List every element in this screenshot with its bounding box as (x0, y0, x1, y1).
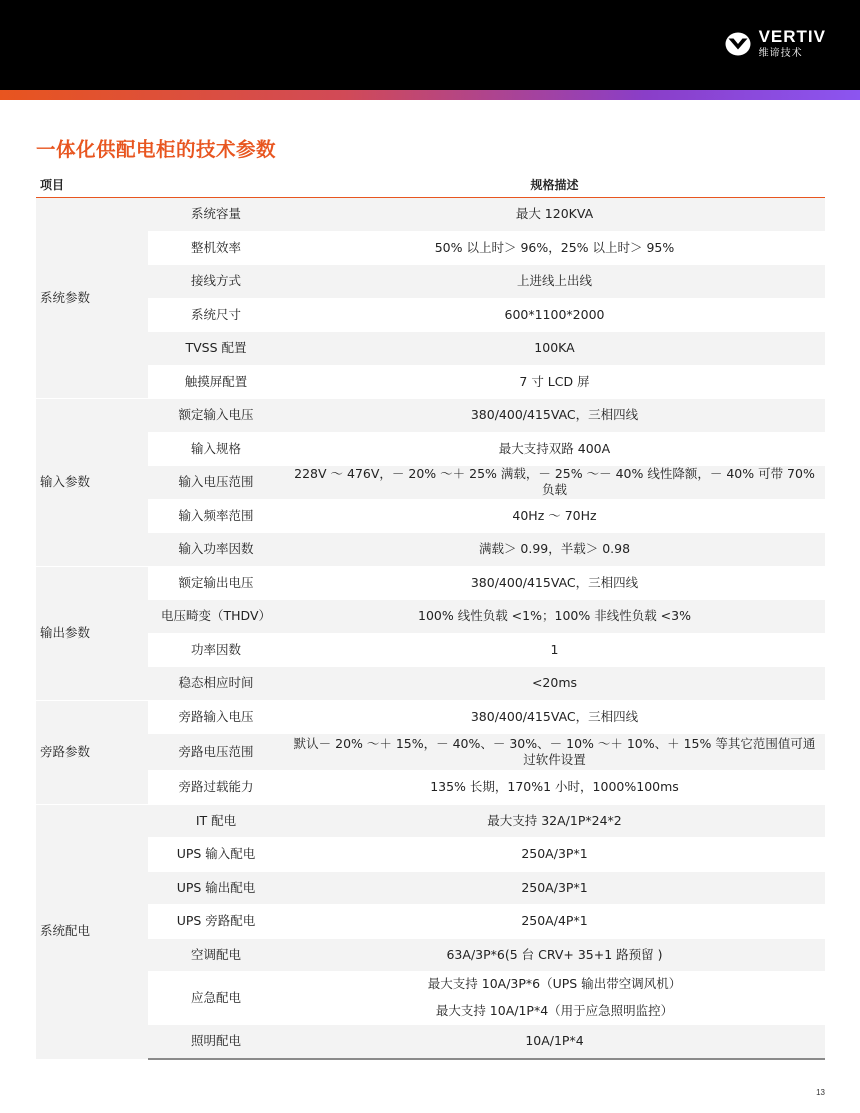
table-row (36, 232, 825, 266)
item-label: 额定输出电压 (148, 567, 284, 601)
item-label: 接线方式 (148, 265, 284, 299)
item-label: 系统尺寸 (148, 299, 284, 333)
spec-value: 135% 长期，170%1 小时，1000%100ms (284, 771, 825, 805)
header-spec: 规格描述 (284, 172, 825, 198)
header-spacer (148, 172, 284, 198)
group-label: 系统配电 (36, 805, 148, 1060)
item-label: 额定输入电压 (148, 399, 284, 433)
spec-value: 250A/4P*1 (284, 905, 825, 939)
group-label: 旁路参数 (36, 701, 148, 805)
spec-value: 最大支持 10A/3P*6（UPS 输出带空调风机） (284, 972, 825, 999)
table-row (36, 567, 825, 601)
item-label: 输入规格 (148, 433, 284, 467)
item-label: 整机效率 (148, 232, 284, 266)
spec-value: 600*1100*2000 (284, 299, 825, 333)
group-label: 输出参数 (36, 567, 148, 701)
header-bar (0, 0, 860, 90)
spec-value: 最大支持 10A/1P*4（用于应急照明监控） (284, 999, 825, 1025)
spec-value: 380/400/415VAC，三相四线 (284, 567, 825, 601)
item-label: 旁路过载能力 (148, 771, 284, 805)
spec-value: 380/400/415VAC，三相四线 (284, 701, 825, 735)
table-row (36, 634, 825, 668)
table-row (36, 838, 825, 872)
item-label: UPS 输入配电 (148, 838, 284, 872)
table-row (36, 872, 825, 906)
item-label: 输入频率范围 (148, 500, 284, 534)
spec-value: 100KA (284, 332, 825, 366)
spec-value: <20ms (284, 667, 825, 701)
spec-value: 7 寸 LCD 屏 (284, 366, 825, 400)
spec-value: 380/400/415VAC，三相四线 (284, 399, 825, 433)
table-row (36, 500, 825, 534)
page-number: 13 (816, 1088, 825, 1097)
item-label: IT 配电 (148, 805, 284, 839)
spec-value: 最大 120KVA (284, 198, 825, 232)
spec-value: 100% 线性负载 <1%；100% 非线性负载 <3% (284, 600, 825, 634)
table-row (36, 905, 825, 939)
vertiv-logo-icon (725, 32, 751, 56)
item-label: 输入功率因数 (148, 533, 284, 567)
item-label: 旁路电压范围 (148, 734, 284, 771)
spec-table (36, 172, 825, 1060)
item-label: 功率因数 (148, 634, 284, 668)
brand-name-en: VERTIV (758, 27, 826, 46)
spec-value: 最大支持 32A/1P*24*2 (284, 805, 825, 839)
table-row (36, 198, 825, 232)
table-row (36, 734, 825, 771)
table-row (36, 701, 825, 735)
spec-table-body (36, 198, 825, 1060)
table-row (36, 972, 825, 999)
spec-value: 最大支持双路 400A (284, 433, 825, 467)
table-row (36, 299, 825, 333)
item-label: UPS 输出配电 (148, 872, 284, 906)
item-label: 应急配电 (148, 972, 284, 1025)
spec-value: 63A/3P*6(5 台 CRV+ 35+1 路预留 ) (284, 939, 825, 973)
table-row (36, 805, 825, 839)
spec-value: 默认－ 20% ～＋ 15%，－ 40%、－ 30%、－ 10% ～＋ 10%、＋ 15% 等其它范围值可通过软件设置 (284, 734, 825, 771)
table-row (36, 939, 825, 973)
header-item: 项目 (36, 172, 148, 198)
table-row (36, 600, 825, 634)
table-row (36, 366, 825, 400)
table-row (36, 399, 825, 433)
brand-name-cn: 维谛技术 (758, 48, 803, 59)
table-row (36, 433, 825, 467)
spec-value: 250A/3P*1 (284, 872, 825, 906)
spec-value: 228V ～ 476V，－ 20% ～＋ 25% 满载，－ 25% ～－ 40% 线性降额，－ 40% 可带 70% 负载 (284, 466, 825, 500)
accent-gradient-bar (0, 90, 860, 100)
item-label: 空调配电 (148, 939, 284, 973)
table-row (36, 332, 825, 366)
item-label: TVSS 配置 (148, 332, 284, 366)
spec-value: 上进线上出线 (284, 265, 825, 299)
table-row (36, 466, 825, 500)
group-label: 输入参数 (36, 399, 148, 567)
spec-value: 40Hz ～ 70Hz (284, 500, 825, 534)
item-label: 电压畸变（THDV） (148, 600, 284, 634)
table-row (36, 771, 825, 805)
table-row (36, 667, 825, 701)
table-header-row (36, 172, 825, 198)
brand-logo (725, 28, 826, 59)
table-row (36, 533, 825, 567)
spec-value: 1 (284, 634, 825, 668)
spec-value: 10A/1P*4 (284, 1025, 825, 1060)
item-label: UPS 旁路配电 (148, 905, 284, 939)
item-label: 输入电压范围 (148, 466, 284, 500)
spec-value: 50% 以上时＞ 96%，25% 以上时＞ 95% (284, 232, 825, 266)
item-label: 稳态相应时间 (148, 667, 284, 701)
spec-value: 250A/3P*1 (284, 838, 825, 872)
page-title: 一体化供配电柜的技术参数 (36, 138, 277, 161)
group-label: 系统参数 (36, 198, 148, 399)
table-row (36, 265, 825, 299)
table-row (36, 1025, 825, 1060)
item-label: 旁路输入电压 (148, 701, 284, 735)
item-label: 触摸屏配置 (148, 366, 284, 400)
item-label: 照明配电 (148, 1025, 284, 1060)
spec-value: 满载＞ 0.99，半载＞ 0.98 (284, 533, 825, 567)
item-label: 系统容量 (148, 198, 284, 232)
